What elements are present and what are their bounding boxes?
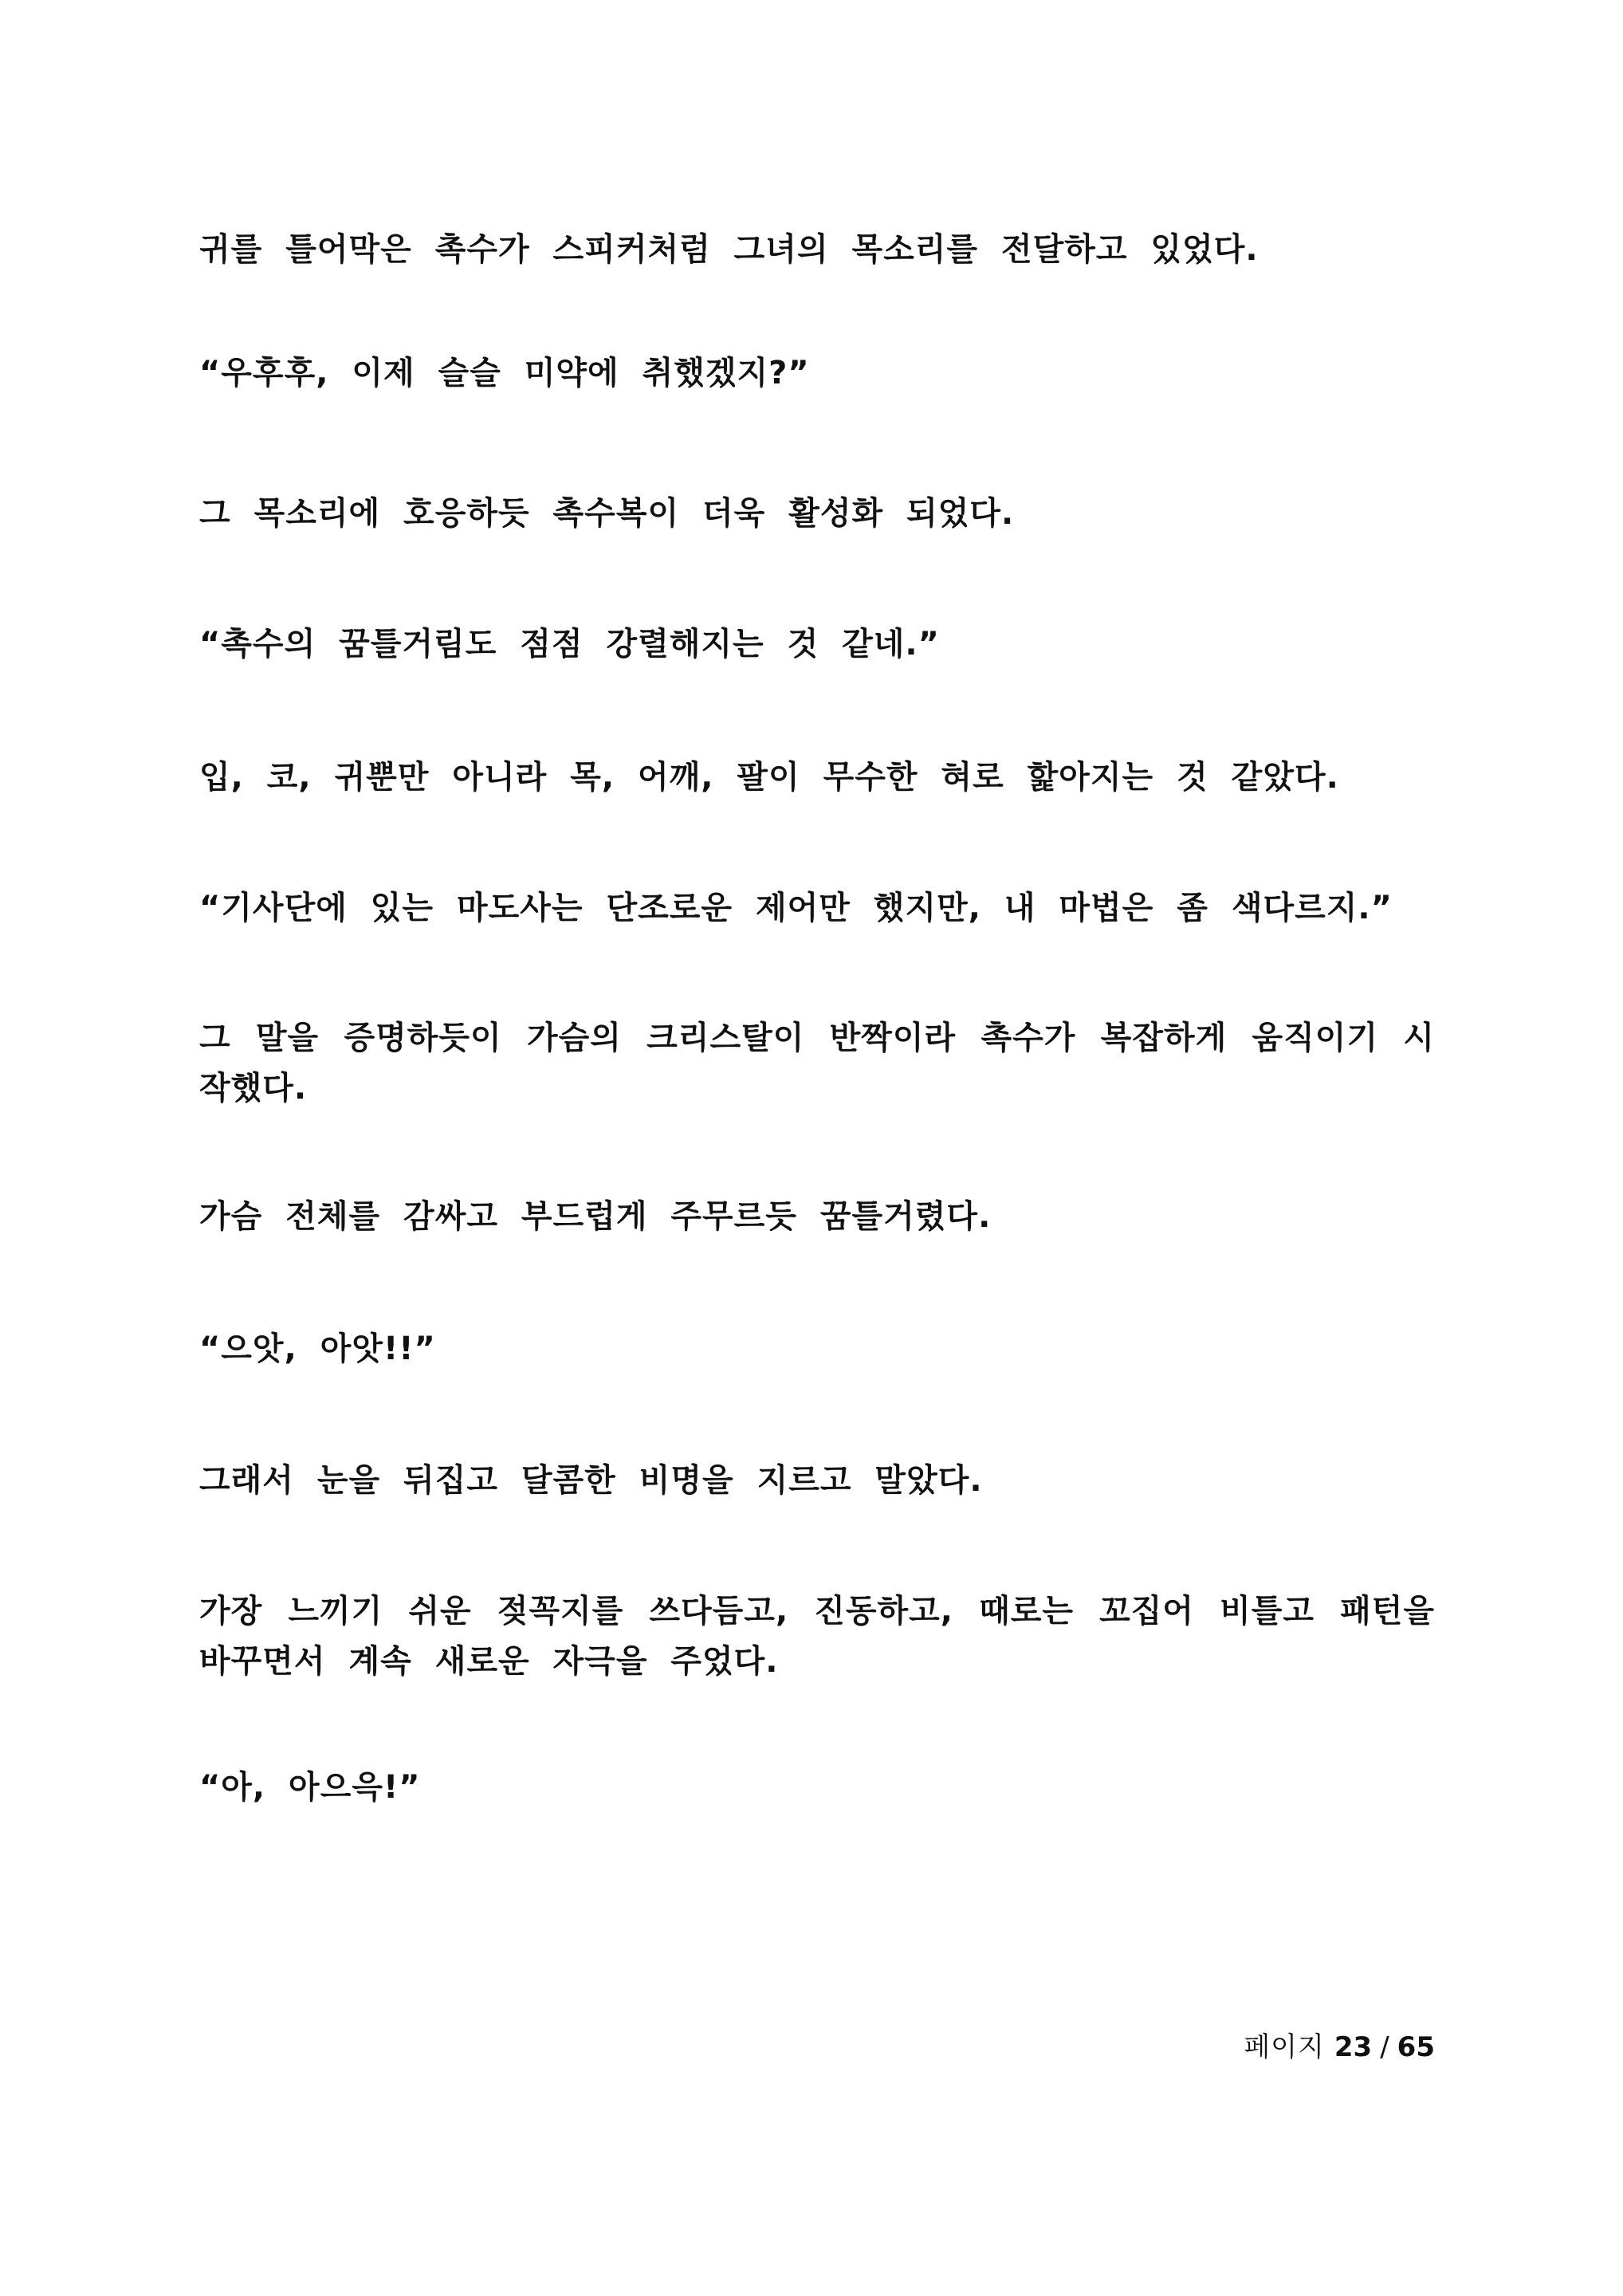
paragraph: 귀를 틀어막은 촉수가 스피커처럼 그녀의 목소리를 전달하고 있었다. [199, 231, 1259, 268]
paragraph: 입, 코, 귀뿐만 아니라 목, 어깨, 팔이 무수한 혀로 핥아지는 것 같았다. [199, 759, 1339, 796]
paragraph: 그 말을 증명하듯이 가슴의 크리스탈이 반짝이라 촉수가 복잡하게 움직이기 시작했다. [199, 1020, 1435, 1107]
paragraph: “우후후, 이제 슬슬 미약에 취했겠지?” [199, 355, 810, 391]
paragraph: 가슴 전체를 감싸고 부드럽게 주무르듯 꿈틀거렸다. [199, 1198, 992, 1235]
paragraph: “촉수의 꿈틀거림도 점점 강렬해지는 것 같네.” [199, 626, 940, 662]
page-number-footer [1244, 2030, 1435, 2065]
paragraph: 그 목소리에 호응하듯 촉수복이 더욱 활성화 되었다. [199, 495, 1015, 532]
paragraph: “아, 아으윽!” [199, 1769, 421, 1806]
paragraph: “으앗, 아앗!!” [199, 1331, 436, 1367]
paragraph: 가장 느끼기 쉬운 젖꼭지를 쓰다듬고, 진동하고, 때로는 꼬집어 비틀고 패턴을 바꾸면서 계속 새로운 자극을 주었다. [199, 1593, 1435, 1680]
total-page-count: 65 [1397, 2031, 1435, 2063]
paragraph: “기사단에 있는 마도사는 단조로운 제어만 했지만, 내 마법은 좀 색다르지.” [199, 890, 1393, 926]
current-page-number: 23 [1334, 2031, 1373, 2063]
page-label: 페이지 [1244, 2031, 1325, 2063]
paragraph: 그래서 눈을 뒤집고 달콤한 비명을 지르고 말았다. [199, 1462, 983, 1499]
page-separator: / [1380, 2031, 1389, 2063]
